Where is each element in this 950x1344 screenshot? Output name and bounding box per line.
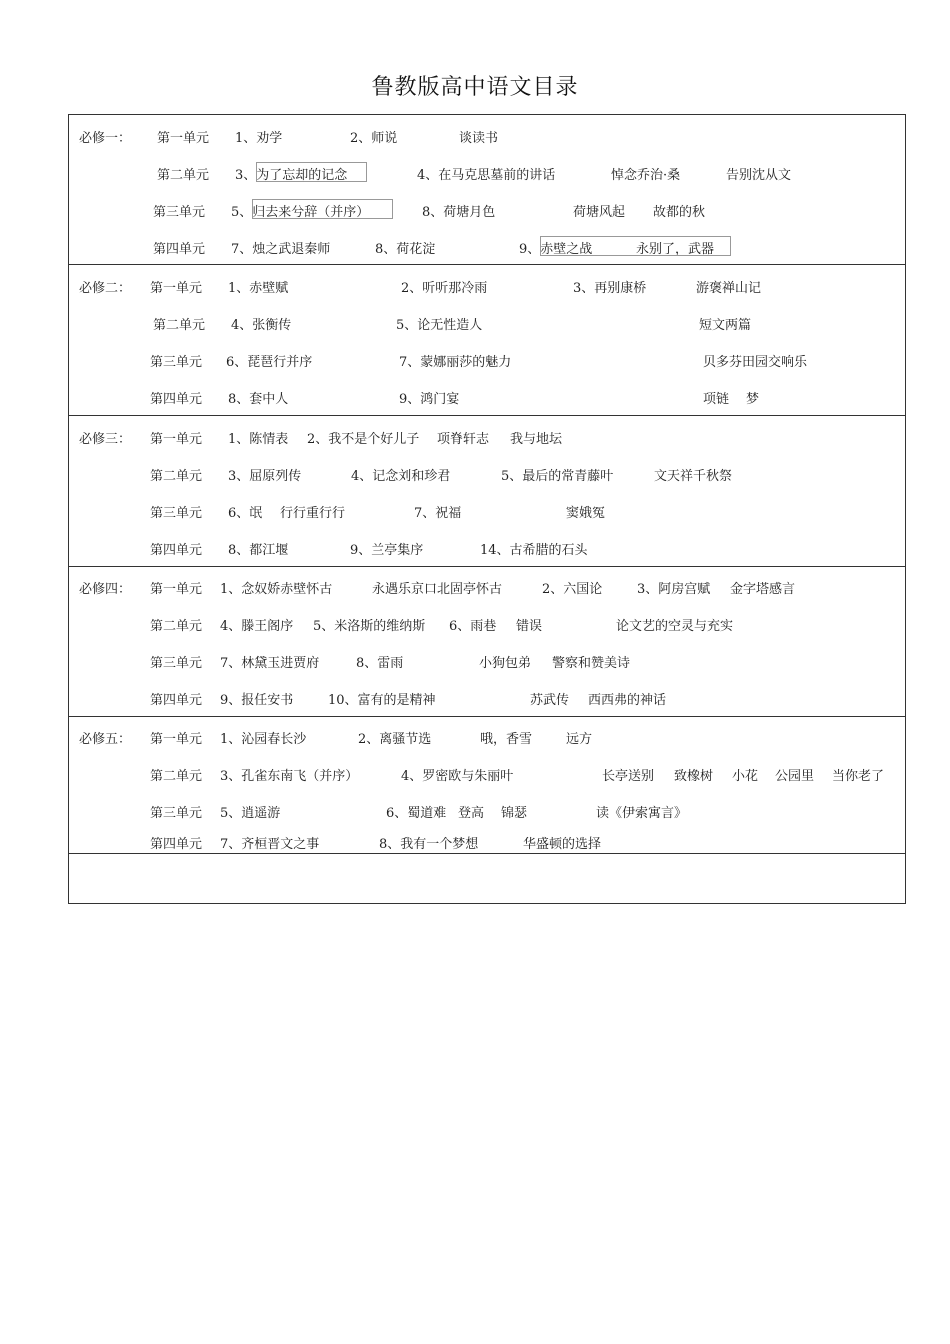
lesson-item: 小狗包弟 (479, 656, 532, 671)
lesson-item: 哦，香雪 (480, 732, 533, 747)
lesson-item: 5、归去来兮辞（并序） (231, 205, 370, 220)
section-label: 必修五： (79, 732, 132, 747)
lesson-item: 小花 (732, 769, 759, 784)
lesson-item: 警察和赞美诗 (552, 656, 631, 671)
lesson-item: 公园里 (775, 769, 815, 784)
lesson-item: 5、逍遥游 (220, 806, 281, 821)
lesson-item: 锦瑟 (501, 806, 528, 821)
lesson-item: 9、鸿门宴 (399, 392, 460, 407)
page-title: 鲁教版高中语文目录 (371, 75, 579, 100)
lesson-item: 苏武传 (530, 693, 570, 708)
lesson-item: 行行重行行 (280, 506, 346, 521)
unit-label: 第二单元 (150, 769, 203, 784)
unit-label: 第二单元 (157, 168, 210, 183)
lesson-item: 7、林黛玉进贾府 (220, 656, 320, 671)
unit-label: 第二单元 (150, 619, 203, 634)
lesson-item: 6、蜀道难 (386, 806, 447, 821)
lesson-item: 8、都江堰 (228, 543, 289, 558)
lesson-item: 项链 (703, 392, 730, 407)
lesson-item: 10、富有的是精神 (328, 693, 436, 708)
section-compulsory-5 (69, 717, 905, 854)
lesson-item: 1、赤壁赋 (228, 281, 289, 296)
lesson-item: 文天祥千秋祭 (654, 469, 733, 484)
highlight-box (256, 162, 367, 182)
lesson-item: 4、滕王阁序 (220, 619, 294, 634)
lesson-item: 远方 (566, 732, 593, 747)
lesson-item: 我与地坛 (510, 432, 563, 447)
section-compulsory-1 (69, 115, 905, 265)
lesson-item: 4、张衡传 (231, 318, 292, 333)
unit-label: 第四单元 (153, 242, 206, 257)
unit-label: 第二单元 (150, 469, 203, 484)
lesson-item: 8、我有一个梦想 (379, 837, 479, 852)
lesson-item: 长亭送别 (602, 769, 655, 784)
lesson-item: 6、氓 (228, 506, 263, 521)
lesson-item: 西西弗的神话 (588, 693, 667, 708)
lesson-item: 2、离骚节选 (358, 732, 432, 747)
unit-label: 第四单元 (150, 543, 203, 558)
unit-label: 第四单元 (150, 693, 203, 708)
lesson-item: 短文两篇 (699, 318, 752, 333)
lesson-item: 6、雨巷 (449, 619, 497, 634)
lesson-item: 4、罗密欧与朱丽叶 (401, 769, 514, 784)
lesson-item: 7、烛之武退秦师 (231, 242, 331, 257)
lesson-item: 窦娥冤 (566, 506, 606, 521)
lesson-item: 荷塘风起 (573, 205, 626, 220)
lesson-item: 1、陈情表 (228, 432, 289, 447)
lesson-item: 金字塔感言 (730, 582, 796, 597)
lesson-item: 梦 (746, 392, 760, 407)
lesson-item: 14、古希腊的石头 (480, 543, 588, 558)
lesson-item: 2、六国论 (542, 582, 603, 597)
unit-label: 第三单元 (153, 205, 206, 220)
section-label: 必修一： (79, 131, 132, 146)
lesson-item: 华盛顿的选择 (523, 837, 602, 852)
lesson-item: 1、劝学 (235, 131, 283, 146)
lesson-item: 3、阿房宫赋 (637, 582, 711, 597)
lesson-item: 1、念奴娇赤壁怀古 (220, 582, 333, 597)
unit-label: 第三单元 (150, 355, 203, 370)
lesson-item: 5、论无性造人 (396, 318, 483, 333)
lesson-item: 7、祝福 (414, 506, 462, 521)
lesson-item: 谈读书 (459, 131, 499, 146)
lesson-item: 2、我不是个好儿子 (307, 432, 420, 447)
lesson-item: 5、米洛斯的维纳斯 (313, 619, 426, 634)
unit-label: 第四单元 (150, 837, 203, 852)
lesson-item: 错误 (516, 619, 543, 634)
unit-label: 第二单元 (153, 318, 206, 333)
highlight-box (252, 199, 393, 219)
lesson-item: 4、在马克思墓前的讲话 (417, 168, 556, 183)
lesson-item: 3、屈原列传 (228, 469, 302, 484)
highlight-box (540, 236, 731, 256)
lesson-item: 9、报任安书 (220, 693, 294, 708)
lesson-item: 登高 (458, 806, 485, 821)
lesson-item: 告别沈从文 (726, 168, 792, 183)
lesson-item: 2、听听那冷雨 (401, 281, 488, 296)
lesson-item: 6、琵琶行并序 (226, 355, 313, 370)
lesson-item: 永别了，武器 (636, 242, 715, 257)
unit-label: 第一单元 (150, 432, 203, 447)
section-compulsory-2 (69, 265, 905, 416)
section-compulsory-4 (69, 567, 905, 717)
unit-label: 第一单元 (150, 582, 203, 597)
lesson-item: 贝多芬田园交响乐 (703, 355, 808, 370)
lesson-item: 当你老了 (832, 769, 885, 784)
lesson-item: 永遇乐京口北固亭怀古 (372, 582, 503, 597)
unit-label: 第三单元 (150, 506, 203, 521)
lesson-item: 3、孔雀东南飞（并序） (220, 769, 359, 784)
unit-label: 第四单元 (150, 392, 203, 407)
lesson-item: 9、赤壁之战 (519, 242, 593, 257)
section-compulsory-3 (69, 416, 905, 567)
lesson-item: 8、荷塘月色 (422, 205, 496, 220)
lesson-item: 3、为了忘却的记念 (235, 168, 348, 183)
lesson-item: 8、荷花淀 (375, 242, 436, 257)
lesson-item: 游褒禅山记 (696, 281, 762, 296)
unit-label: 第一单元 (157, 131, 210, 146)
toc-table (68, 114, 906, 904)
lesson-item: 9、兰亭集序 (350, 543, 424, 558)
lesson-item: 7、蒙娜丽莎的魅力 (399, 355, 512, 370)
lesson-item: 致橡树 (674, 769, 714, 784)
section-label: 必修三： (79, 432, 132, 447)
lesson-item: 1、沁园春长沙 (220, 732, 307, 747)
lesson-item: 悼念乔治·桑 (611, 168, 681, 183)
lesson-item: 5、最后的常青藤叶 (501, 469, 614, 484)
lesson-item: 8、雷雨 (356, 656, 404, 671)
lesson-item: 故都的秋 (653, 205, 706, 220)
empty-row (69, 854, 905, 903)
unit-label: 第一单元 (150, 281, 203, 296)
lesson-item: 论文艺的空灵与充实 (616, 619, 734, 634)
lesson-item: 读《伊索寓言》 (596, 806, 688, 821)
lesson-item: 2、师说 (350, 131, 398, 146)
lesson-item: 7、齐桓晋文之事 (220, 837, 320, 852)
lesson-item: 3、再别康桥 (573, 281, 647, 296)
lesson-item: 4、记念刘和珍君 (351, 469, 451, 484)
section-label: 必修二： (79, 281, 132, 296)
unit-label: 第三单元 (150, 656, 203, 671)
lesson-item: 8、套中人 (228, 392, 289, 407)
unit-label: 第三单元 (150, 806, 203, 821)
section-label: 必修四： (79, 582, 132, 597)
unit-label: 第一单元 (150, 732, 203, 747)
lesson-item: 项脊轩志 (437, 432, 490, 447)
